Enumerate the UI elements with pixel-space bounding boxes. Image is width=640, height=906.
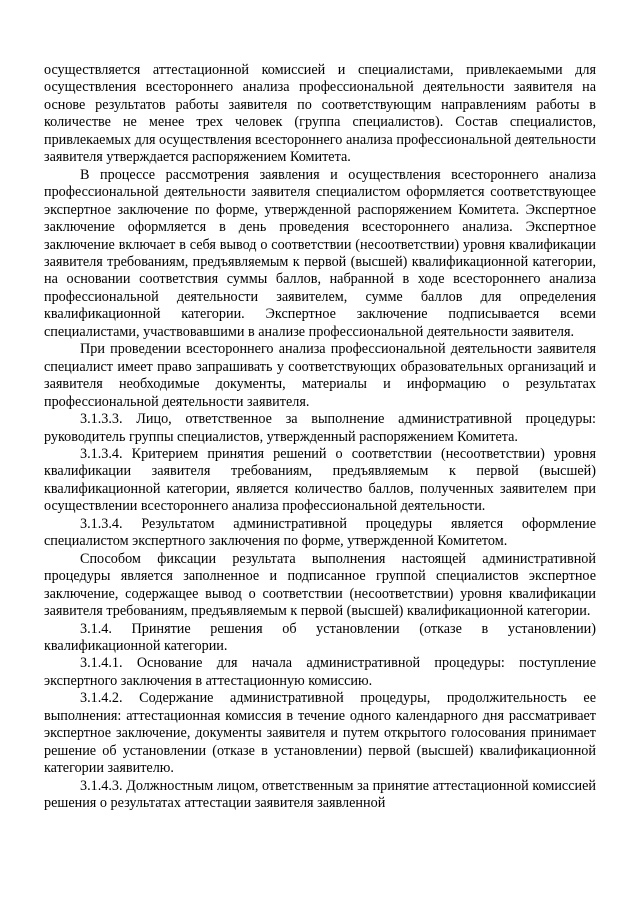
paragraph-3-1-3-3: 3.1.3.3. Лицо, ответственное за выполнение административной процедуры: руководитель группы специалистов, утвержденный распоряжением Комитета. xyxy=(44,411,596,445)
document-page xyxy=(44,62,596,812)
paragraph-3-1-4: 3.1.4. Принятие решения об установлении (отказе в установлении) квалификационной категории. xyxy=(44,620,596,654)
paragraph-3-1-3-4-result: 3.1.3.4. Результатом административной процедуры является оформление специалистом экспертного заключения по форме, утвержденной Комитетом. xyxy=(44,515,596,550)
paragraph-result-fixation: Способом фиксации результата выполнения настоящей административной процедуры является заполненное и подписанное группой специалистов экспертное заключение, содержащее вывод о соответствии (несоответствии) уровня квалификации заявителя требованиям, предъявляемым к первой (высшей) квалификационной категории. xyxy=(44,550,596,620)
paragraph-3-1-4-2: 3.1.4.2. Содержание административной процедуры, продолжительность ее выполнения: аттестационная комиссия в течение одного календарного дня рассматривает экспертное заключение, документы заявителя и путем открытого голосования принимает решение об установлении (отказе в установлении) первой (высшей) квалификационной категории заявителю. xyxy=(44,690,596,777)
paragraph-specialist-rights: При проведении всестороннего анализа профессиональной деятельности заявителя специалист имеет право запрашивать у соответствующих образовательных организаций и заявителя необходимые документы, материалы и информацию о результатах профессиональной деятельности заявителя. xyxy=(44,341,596,410)
paragraph-3-1-4-1: 3.1.4.1. Основание для начала административной процедуры: поступление экспертного заключения в аттестационную комиссию. xyxy=(44,655,596,689)
paragraph-3-1-3-4-criterion: 3.1.3.4. Критерием принятия решений о соответствии (несоответствии) уровня квалификации заявителя требованиям, предъявляемым к первой (высшей) квалификационной категории, является количество баллов, полученных заявителем при осуществлении всестороннего анализа профессиональной деятельности. xyxy=(44,445,596,515)
paragraph-continuation-commission: осуществляется аттестационной комиссией и специалистами, привлекаемыми для осуществления всестороннего анализа профессиональной деятельности заявителя на основе результатов работы заявителя по соответствующим направлениям работы в количестве не менее трех человек (группа специалистов). Состав специалистов, привлекаемых для осуществления всестороннего анализа профессиональной деятельности заявителя утверждается распоряжением Комитета. xyxy=(44,62,596,166)
paragraph-expert-conclusion: В процессе рассмотрения заявления и осуществления всестороннего анализа профессиональной деятельности заявителя специалистом оформляется соответствующее экспертное заключение по форме, утвержденной распоряжением Комитета. Экспертное заключение оформляется в день проведения всестороннего анализа. Экспертное заключение включает в себя вывод о соответствии (несоответствии) уровня квалификации заявителя требованиям, предъявляемым к первой (высшей) квалификационной категории, на основании соответствия суммы баллов, набранной в ходе всестороннего анализа профессиональной деятельности заявителем, сумме баллов для определения квалификационной категории. Экспертное заключение подписывается всеми специалистами, участвовавшими в анализе профессиональной деятельности заявителя. xyxy=(44,166,596,340)
paragraph-3-1-4-3: 3.1.4.3. Должностным лицом, ответственным за принятие аттестационной комиссией решения о результатах аттестации заявителя заявленной xyxy=(44,777,596,812)
